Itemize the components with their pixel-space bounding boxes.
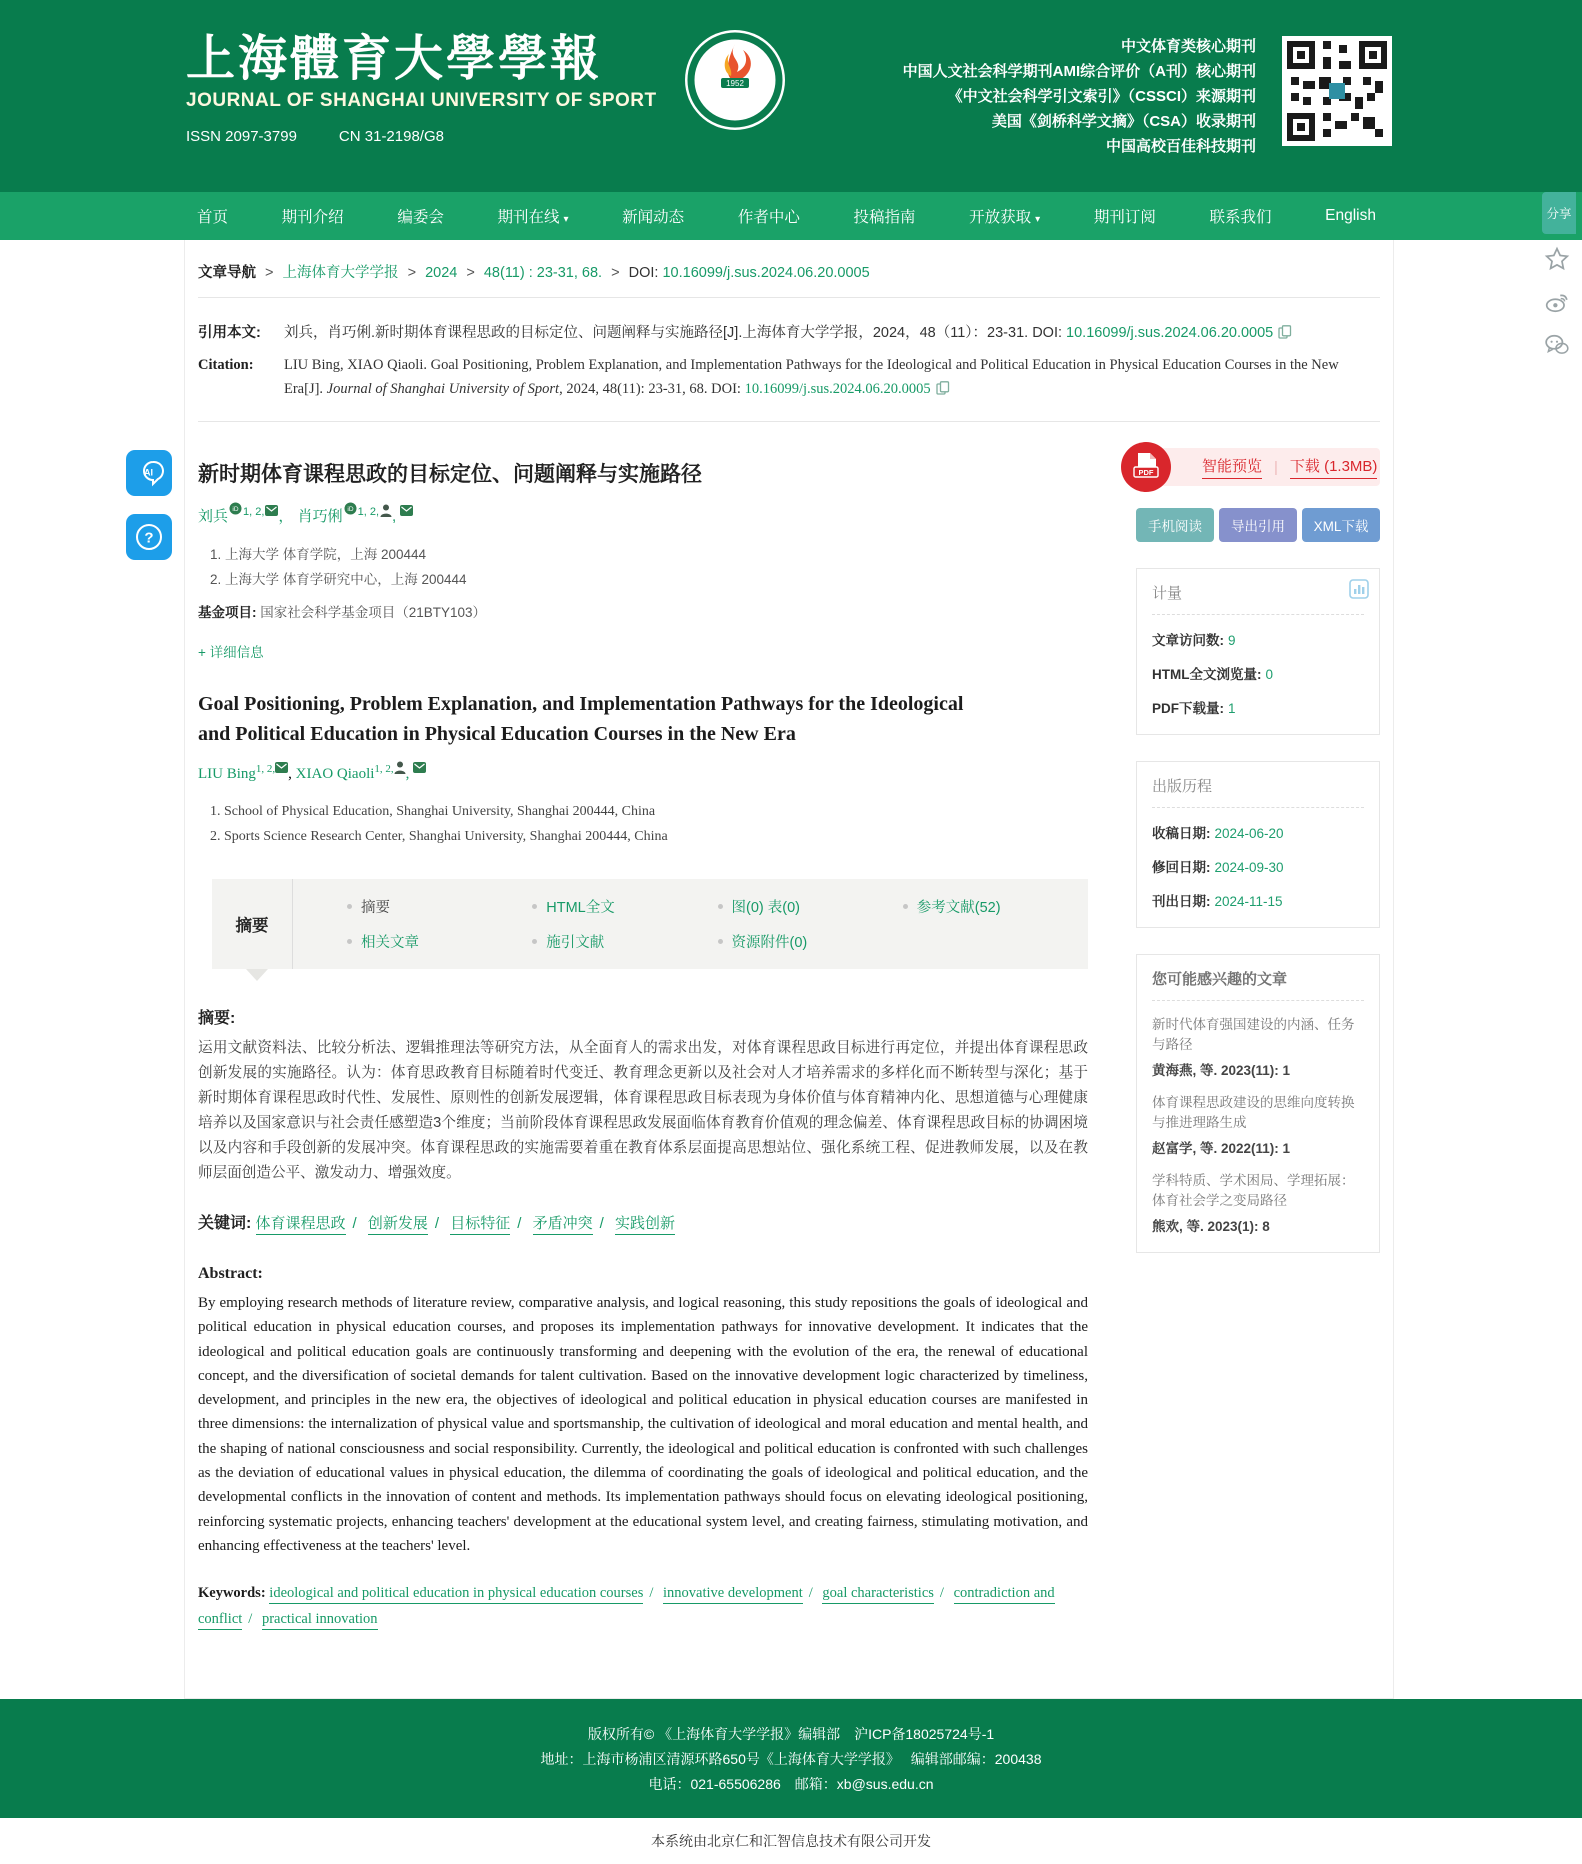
nav-item-label: 期刊在线 — [497, 209, 560, 226]
tab-resource-attachments[interactable] — [718, 931, 903, 952]
tab-link[interactable]: 摘要 — [361, 900, 390, 916]
related-article-meta: 黄海燕, 等. 2023(11): 1 — [1152, 1063, 1291, 1078]
citation-cn-body: 刘兵，肖巧俐.新时期体育课程思政的目标定位、问题阐释与实施路径[J].上海体育大学学报，2024，48（11）：23-31. DOI: — [284, 325, 1067, 341]
system-credit-bar — [0, 1818, 1582, 1864]
author-link[interactable]: 刘兵 — [198, 508, 229, 525]
nav-item-editorial-board[interactable]: 编委会 — [397, 209, 444, 226]
keyword-link[interactable]: 实践创新 — [615, 1215, 675, 1235]
ai-icon — [134, 458, 164, 488]
svg-text:1952: 1952 — [725, 79, 744, 88]
citation-en-label: Citation: — [198, 357, 254, 373]
history-received-date — [1152, 822, 1364, 842]
author-affil-sup: 1, 2, — [357, 506, 380, 518]
keyword-separator: / — [352, 1215, 357, 1232]
related-article-meta: 赵富学, 等. 2022(11): 1 — [1152, 1141, 1291, 1156]
tab-link[interactable]: 相关文章 — [361, 935, 419, 951]
article-title-en: Goal Positioning, Problem Explanation, and Implementation Pathways for the Ideological and Political Education in Physical Education Courses in the New Era — [198, 693, 964, 745]
bullet-icon — [718, 904, 723, 909]
keyword-separator: / — [939, 1585, 944, 1602]
publication-history-box — [1136, 761, 1380, 928]
keyword-separator: / — [808, 1585, 813, 1602]
affiliations-cn — [210, 542, 1088, 592]
citation-cn-doi-link[interactable]: 10.16099/j.sus.2024.06.20.0005 — [1066, 325, 1274, 341]
fund-line — [198, 601, 1088, 621]
copy-citation-icon[interactable] — [1278, 323, 1292, 347]
breadcrumb-label: 文章导航 — [198, 265, 256, 281]
accolade-line: 《中文社会科学引文索引》（CSSCI）来源期刊 — [947, 88, 1256, 105]
tab-link[interactable]: 图(0) 表(0) — [731, 900, 800, 916]
citation-block — [198, 298, 1380, 422]
related-article-link[interactable]: 体育课程思政建设的思维向度转换与推进理路生成 — [1152, 1095, 1355, 1130]
tab-html-fulltext[interactable] — [532, 896, 717, 917]
journal-title-english: JOURNAL OF SHANGHAI UNIVERSITY OF SPORT — [186, 90, 657, 111]
author-affil-sup: 1, 2, — [255, 763, 276, 775]
keywords-cn-label: 关键词: — [198, 1215, 252, 1232]
breadcrumb-separator: > — [611, 265, 620, 281]
bullet-icon — [532, 904, 537, 909]
accolade-line: 中国人文社会科学期刊AMI综合评价（A刊）核心期刊 — [902, 63, 1256, 80]
pdf-icon[interactable] — [1120, 441, 1172, 498]
citation-en-doi-link[interactable]: 10.16099/j.sus.2024.06.20.0005 — [744, 381, 931, 397]
tab-related-articles[interactable] — [347, 931, 532, 952]
keyword-link[interactable]: contradiction and conflict — [198, 1585, 1055, 1630]
keywords-en-line — [198, 1580, 1088, 1698]
bullet-icon — [347, 904, 352, 909]
affiliation-line: 1. 上海大学 体育学院，上海 200444 — [210, 547, 427, 562]
footer-address: 地址：上海市杨浦区清源环路650号《上海体育大学学报》 编辑部邮编：200438 — [540, 1751, 1042, 1768]
bullet-icon — [532, 939, 537, 944]
tab-references[interactable] — [903, 896, 1088, 917]
nav-item-open-access[interactable] — [969, 205, 1040, 227]
email-icon[interactable] — [413, 766, 426, 782]
chevron-down-icon: ▾ — [563, 214, 569, 225]
svg-text:PDF: PDF — [1138, 468, 1154, 477]
related-article-link[interactable]: 新时代体育强国建设的内涵、任务与路径 — [1152, 1017, 1355, 1052]
metric-label: 文章访问数: — [1152, 633, 1224, 648]
footer-copyright: 版权所有© 《上海体育大学学报》编辑部 沪ICP备18025724号-1 — [587, 1726, 995, 1743]
keyword-link[interactable]: 创新发展 — [368, 1215, 428, 1235]
citation-en-body: LIU Bing, XIAO Qiaoli. Goal Positioning, Problem Explanation, and Implementation Pathways for the Ideological and Political Education in Physical Education Courses in the New Era[J]. — [284, 357, 1339, 397]
author-affil-sup: 1, 2, — [243, 506, 265, 518]
keyword-separator: / — [599, 1215, 604, 1232]
affiliation-line: 1. School of Physical Education, Shanghai University, Shanghai 200444, China — [210, 804, 656, 819]
bullet-icon — [347, 939, 352, 944]
svg-text:AI: AI — [144, 467, 153, 478]
issn-line — [186, 128, 657, 145]
site-footer — [0, 1699, 1582, 1818]
nav-item-news[interactable]: 新闻动态 — [622, 209, 685, 226]
history-label: 刊出日期: — [1152, 894, 1211, 909]
pdf-bar-divider: | — [1274, 458, 1278, 476]
mobile-reading-button[interactable]: 手机阅读 — [1136, 508, 1214, 542]
ai-assistant-button[interactable] — [126, 450, 172, 496]
question-icon — [134, 522, 164, 552]
breadcrumb-separator: > — [265, 265, 274, 281]
share-rail — [1538, 192, 1576, 375]
keywords-cn-line — [198, 1210, 1088, 1233]
nav-item-home[interactable]: 首页 — [197, 209, 229, 226]
journal-title-calligraphy: 上海體育大學學報 — [186, 29, 603, 87]
metrics-box — [1136, 568, 1380, 735]
related-article-item — [1152, 1015, 1364, 1079]
affiliations-en — [210, 799, 1088, 849]
footer-contact: 电话：021-65506286 邮箱：xb@sus.edu.cn — [648, 1776, 934, 1793]
copy-citation-icon[interactable] — [936, 379, 950, 403]
history-label: 修回日期: — [1152, 860, 1211, 875]
keywords-en-label: Keywords: — [198, 1585, 266, 1602]
breadcrumb-separator: > — [466, 265, 475, 281]
keyword-separator: / — [517, 1215, 522, 1232]
tab-link[interactable]: 参考文献(52) — [916, 900, 1001, 916]
nav-item-author-center[interactable]: 作者中心 — [737, 209, 800, 226]
svg-text:?: ? — [144, 529, 154, 547]
wechat-icon[interactable] — [1538, 332, 1576, 363]
tab-abstract[interactable] — [347, 896, 532, 917]
orcid-icon[interactable] — [343, 508, 357, 525]
tab-items — [293, 879, 1088, 969]
keyword-separator: / — [649, 1585, 654, 1602]
fund-text: 国家社会科学基金项目（21BTY103） — [260, 605, 487, 620]
keyword-link[interactable]: ideological and political education in physical education courses — [269, 1585, 643, 1604]
author-separator: , — [288, 766, 296, 782]
citation-cn-text — [284, 321, 1380, 347]
abstract-en-section — [198, 1265, 1088, 1558]
breadcrumb-journal-link[interactable]: 上海体育大学学报 — [282, 265, 399, 281]
metric-article-views — [1152, 629, 1364, 649]
orcid-icon[interactable] — [228, 508, 242, 525]
keyword-link[interactable]: 矛盾冲突 — [533, 1215, 593, 1235]
nav-item-label: 开放获取 — [969, 209, 1032, 226]
bullet-icon — [718, 939, 723, 944]
accolade-line: 美国《剑桥科学文摘》（CSA）收录期刊 — [991, 113, 1256, 130]
active-tab-label: 摘要 — [212, 879, 293, 969]
author-separator: ， — [278, 508, 294, 525]
metric-label: HTML全文浏览量: — [1152, 667, 1262, 682]
email-icon[interactable] — [275, 766, 288, 782]
affiliation-line: 2. 上海大学 体育学研究中心，上海 200444 — [210, 572, 467, 587]
detail-toggle[interactable]: + 详细信息 — [198, 645, 264, 660]
abstract-cn-label: 摘要: — [198, 1010, 236, 1027]
main-area — [198, 422, 1380, 1698]
history-published-date — [1152, 890, 1364, 910]
history-value: 2024-06-20 — [1214, 826, 1284, 841]
abstract-cn-text: 运用文献资料法、比较分析法、逻辑推理法等研究方法，从全面育人的需求出发，对体育课程思政目标进行再定位，并提出体育课程思政创新发展的实施路径。认为：体育思政教育目标随着时代变迁、教育理念更新以及社会对人才培养需求的多样化而不断转型与深化；基于新时期体育课程思政时代性、发展性、原则性的创新发展逻辑，体育课程思政目标表现为身体价值与体育精神内化、思想道德与心理健康培养以及国家意识与社会责任感塑造3个维度；当前阶段体育课程思政发展面临体育教育价值观的理念偏差、体育课程思政目标的协调困境以及内容和手段创新的发展冲突。体育课程思政的实施需要着重在教育体系层面提高思想站位、强化系统工程、促进教师发展，以及在教师层面创造公平、激发动力、增强效度。 — [198, 1040, 1088, 1181]
favorite-star-icon[interactable] — [1538, 246, 1576, 277]
author-link[interactable]: XIAO Qiaoli — [295, 766, 375, 782]
metric-label: PDF下载量: — [1152, 701, 1224, 716]
tab-link[interactable]: HTML全文 — [546, 900, 615, 916]
history-revised-date — [1152, 856, 1364, 876]
tab-citing-articles[interactable] — [532, 931, 717, 952]
history-title: 出版历程 — [1152, 775, 1364, 808]
journal-accolades — [903, 34, 1256, 159]
share-icons — [1538, 234, 1576, 363]
related-article-link[interactable]: 学科特质、学术困局、学理拓展：体育社会学之变局路径 — [1152, 1173, 1355, 1208]
citation-en-body2: , 2024, 48(11): 23-31, 68. DOI: — [559, 381, 745, 397]
keyword-link[interactable]: 目标特征 — [450, 1215, 510, 1235]
citation-cn-label: 引用本文: — [198, 325, 261, 341]
tab-caret — [246, 969, 268, 981]
email-icon[interactable] — [265, 508, 278, 525]
metric-html-views — [1152, 663, 1364, 683]
author-link[interactable]: 肖巧俐 — [297, 508, 343, 525]
corresponding-author-icon[interactable] — [380, 508, 392, 525]
article-tab-box — [212, 879, 1088, 969]
history-label: 收稿日期: — [1152, 826, 1211, 841]
history-value: 2024-09-30 — [1214, 860, 1284, 875]
metric-value: 9 — [1228, 633, 1236, 648]
keyword-separator: / — [248, 1611, 253, 1628]
journal-logo[interactable] — [186, 30, 657, 145]
email-icon[interactable] — [400, 508, 413, 525]
nav-item-submission-guide[interactable]: 投稿指南 — [853, 209, 916, 226]
breadcrumb — [198, 240, 1380, 298]
accolade-line: 中文体育类核心期刊 — [1120, 38, 1256, 55]
nav-item-journal-online[interactable] — [497, 205, 568, 227]
svg-text:iD: iD — [347, 506, 354, 513]
metric-value: 0 — [1265, 667, 1273, 682]
abstract-en-text: By employing research methods of literature review, comparative analysis, and logical reasoning, this study repositions the goals of ideological and political education in physical education courses, and proposes its implementation pathways for innovative development. It indicates that the ideological and political education goals are continuously transforming and deepening with the evolution of the era, the renewal of educational concept, and the diversification of societal demands for talent cultivation. Based on the innovative development logic characterized by timeliness, development, and principles in the new era, the objectives of ideological and political education in physical education courses are manifested in three dimensions: the internalization of physical value and sportsmanship, the cultivation of ideological and moral education and mental health, and the shaping of national consciousness and social responsibility. Currently, the ideological and political education is confronted with such challenges as the deviation of educational values in physical education, the dilemma of coordinating the goals of ideological and political education, and the developmental conflicts in the innovation of content and methods. Its implementation pathways should focus on elevating ideological positioning, reinforcing systematic projects, enhancing teachers' development at the educational system level, and creating fairness, stimulating motivation, and enhancing effectiveness at the teachers' level. — [198, 1295, 1088, 1554]
related-article-item — [1152, 1171, 1364, 1235]
keyword-link[interactable]: practical innovation — [262, 1611, 378, 1630]
chart-icon[interactable] — [1349, 579, 1369, 602]
article-title-cn: 新时期体育课程思政的目标定位、问题阐释与实施路径 — [198, 463, 702, 486]
author-affil-sup: 1, 2, — [374, 763, 394, 775]
tab-link[interactable]: 资源附件(0) — [731, 935, 808, 951]
related-article-meta: 熊欢, 等. 2023(1): 8 — [1152, 1219, 1270, 1234]
related-article-item — [1152, 1093, 1364, 1157]
chevron-down-icon: ▾ — [1035, 214, 1041, 225]
metrics-title: 计量 — [1152, 582, 1364, 615]
help-button[interactable] — [126, 514, 172, 560]
content-container — [184, 240, 1394, 1699]
keyword-link[interactable]: goal characteristics — [822, 1585, 934, 1604]
authors-en: LIU Bing$^{1, 2,}$ , XIAO Qiaoli$^{1, 2,}$ , — [198, 761, 1088, 783]
system-credit-text: 本系统由北京仁和汇智信息技术有限公司开发 — [651, 1833, 931, 1850]
sidebar-buttons — [1136, 508, 1380, 542]
abstract-cn-section — [198, 1005, 1088, 1186]
abstract-en-label: Abstract: — [198, 1265, 263, 1282]
accolade-line: 中国高校百佳科技期刊 — [1105, 138, 1256, 155]
cn-number: CN 31-2198/G8 — [338, 128, 444, 145]
smart-preview-link[interactable]: 智能预览 — [1202, 455, 1262, 479]
authors-cn: 刘兵 iD $^{1, 2,}$ ， 肖巧俐 iD $^{1, 2,}$ , — [198, 502, 1088, 526]
tab-link[interactable]: 施引文献 — [546, 935, 605, 951]
xml-download-button[interactable]: XML下载 — [1302, 508, 1380, 542]
citation-en-journal-italic: Journal of Shanghai University of Sport — [326, 381, 560, 397]
download-pdf-link[interactable]: 下载 (1.3MB) — [1290, 455, 1378, 479]
article-column — [198, 448, 1118, 1698]
keyword-link[interactable]: innovative development — [663, 1585, 803, 1604]
nav-item-english[interactable]: English — [1325, 207, 1376, 224]
share-tab[interactable]: 分享 — [1542, 192, 1576, 234]
history-value: 2024-11-15 — [1214, 894, 1283, 909]
metric-pdf-downloads — [1152, 697, 1364, 717]
citation-en-text — [284, 353, 1380, 403]
export-citation-button[interactable]: 导出引用 — [1219, 508, 1297, 542]
nav-item-subscription[interactable]: 期刊订阅 — [1093, 209, 1156, 226]
main-navigation — [0, 192, 1582, 240]
author-link[interactable]: LIU Bing — [198, 766, 256, 782]
citation-english — [198, 353, 1380, 403]
weibo-icon[interactable] — [1538, 289, 1576, 320]
related-articles-box — [1136, 954, 1380, 1253]
university-seal-logo — [683, 28, 787, 137]
breadcrumb-separator: > — [407, 265, 417, 281]
keyword-link[interactable]: 体育课程思政 — [256, 1215, 346, 1235]
keyword-separator: / — [434, 1215, 440, 1232]
site-header — [0, 0, 1582, 192]
sidebar — [1118, 448, 1380, 1698]
citation-chinese — [198, 321, 1380, 347]
bullet-icon — [903, 904, 908, 909]
metric-value: 1 — [1228, 701, 1236, 716]
nav-item-journal-intro[interactable]: 期刊介绍 — [281, 209, 344, 226]
doi-label: DOI: — [628, 265, 659, 281]
breadcrumb-year-link[interactable]: 2024 — [425, 265, 458, 281]
pdf-action-bar — [1136, 448, 1380, 486]
floating-tools — [126, 450, 172, 578]
fund-label: 基金项目: — [198, 605, 257, 620]
breadcrumb-issue-link[interactable]: 48(11) : 23-31, 68. — [483, 265, 603, 281]
nav-item-contact[interactable]: 联系我们 — [1209, 209, 1272, 226]
breadcrumb-doi-link[interactable]: 10.16099/j.sus.2024.06.20.0005 — [662, 265, 870, 281]
qr-code — [1282, 36, 1392, 146]
related-title: 您可能感兴趣的文章 — [1152, 968, 1364, 1001]
tab-figures-tables[interactable] — [718, 896, 903, 917]
affiliation-line: 2. Sports Science Research Center, Shanghai University, Shanghai 200444, China — [210, 829, 668, 844]
svg-text:iD: iD — [232, 506, 239, 513]
corresponding-author-icon[interactable] — [394, 766, 406, 782]
issn-number: ISSN 2097-3799 — [186, 128, 297, 145]
